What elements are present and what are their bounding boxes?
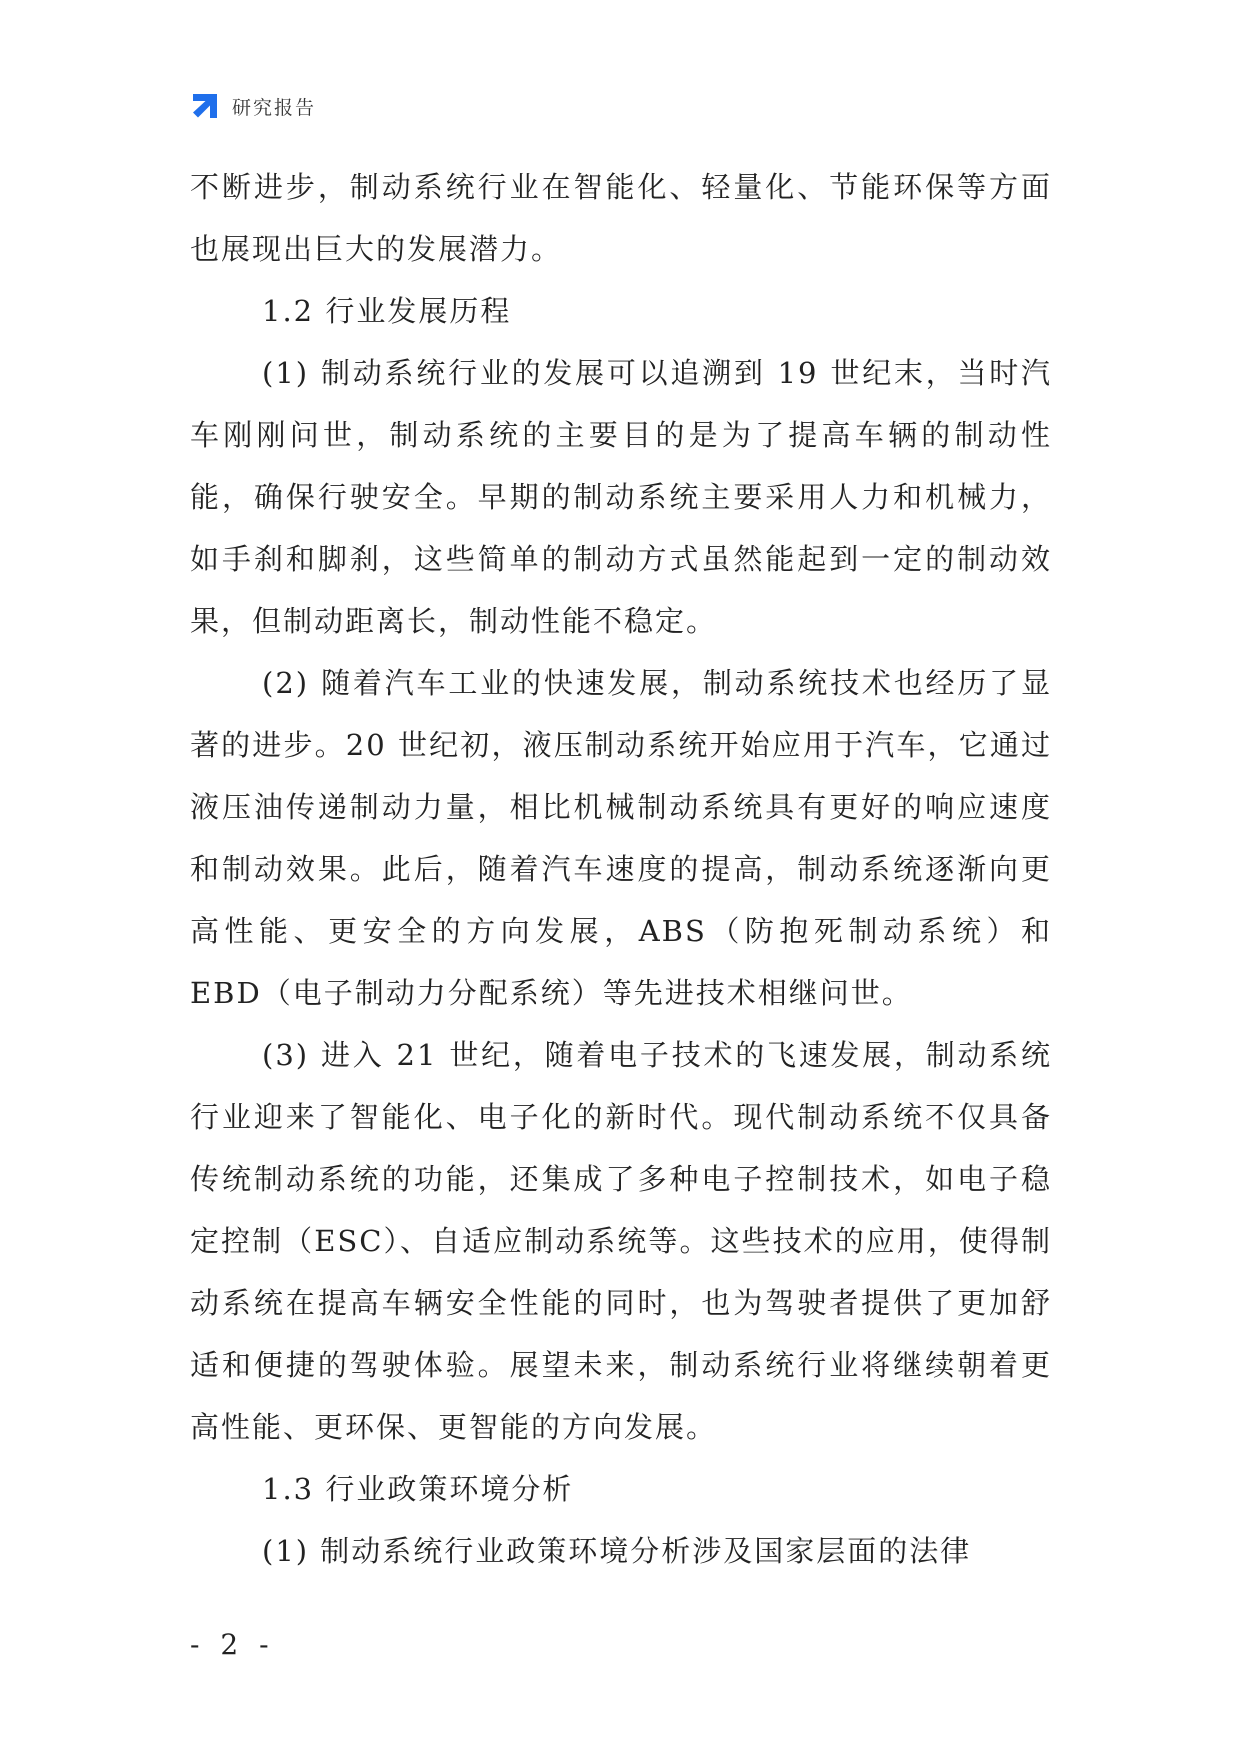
- document-body: [190, 156, 1052, 1582]
- paragraph-history-2: (2) 随着汽车工业的快速发展，制动系统技术也经历了显著的进步。20 世纪初，液压制动系统开始应用于汽车，它通过液压油传递制动力量，相比机械制动系统具有更好的响应速度和制动效果。此后，随着汽车速度的提高，制动系统逐渐向更高性能、更安全的方向发展，ABS（防抱死制动系统）和 EBD（电子制动力分配系统）等先进技术相继问世。: [190, 666, 1052, 1010]
- section-heading-1-3: 1.3 行业政策环境分析: [262, 1472, 574, 1506]
- arrow-up-right-icon: [190, 91, 220, 121]
- report-header: [190, 88, 316, 124]
- paragraph-history-1: (1) 制动系统行业的发展可以追溯到 19 世纪末，当时汽车刚刚问世，制动系统的主要目的是为了提高车辆的制动性能，确保行驶安全。早期的制动系统主要采用人力和机械力，如手刹和脚刹，这些简单的制动方式虽然能起到一定的制动效果，但制动距离长，制动性能不稳定。: [190, 356, 1052, 638]
- page-number: - 2 -: [190, 1628, 275, 1661]
- paragraph-continuation: 不断进步，制动系统行业在智能化、轻量化、节能环保等方面也展现出巨大的发展潜力。: [190, 170, 1052, 266]
- header-title: 研究报告: [232, 96, 317, 119]
- paragraph-policy-1: (1) 制动系统行业政策环境分析涉及国家层面的法律: [262, 1534, 972, 1568]
- section-heading-1-2: 1.2 行业发展历程: [262, 294, 512, 328]
- paragraph-history-3: (3) 进入 21 世纪，随着电子技术的飞速发展，制动系统行业迎来了智能化、电子化的新时代。现代制动系统不仅具备传统制动系统的功能，还集成了多种电子控制技术，如电子稳定控制（ESC）、自适应制动系统等。这些技术的应用，使得制动系统在提高车辆安全性能的同时，也为驾驶者提供了更加舒适和便捷的驾驶体验。展望未来，制动系统行业将继续朝着更高性能、更环保、更智能的方向发展。: [190, 1038, 1052, 1444]
